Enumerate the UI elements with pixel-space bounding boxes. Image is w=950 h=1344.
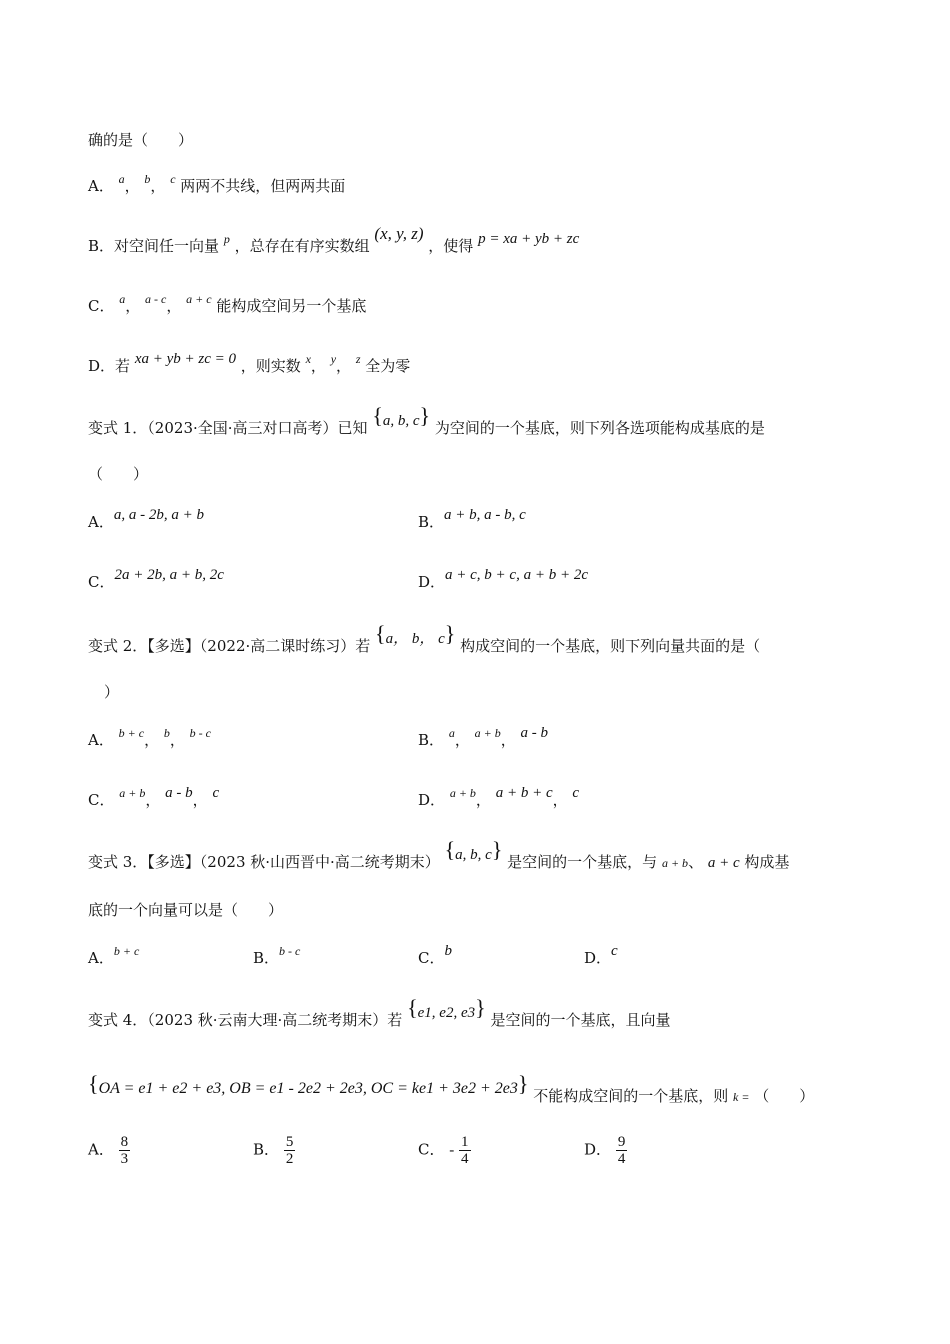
variant-3-line2: 底的一个向量可以是（ ） — [88, 901, 284, 919]
fraction: $\frac{1}{4}$ — [461, 1134, 469, 1167]
variant-4-option-c: C． - $\frac{1}{4}$ — [418, 1134, 469, 1167]
variant-2-option-d: D． $^{a + b}$， a + b + c， c — [418, 785, 580, 809]
variant-2-stem: 变式 2．【多选】（2022·高二课时练习）若 {a， b， c} 构成空间的一个基底，则下列向量共面的是（ — [88, 621, 761, 655]
variant-1-option-b: B．a + b, a - b, c — [418, 507, 526, 531]
variant-1-paren: （ ） — [88, 465, 149, 483]
variant-2-option-c: C． $^{a + b}$， a - b， c — [88, 785, 220, 809]
variant-3-stem: 变式 3．【多选】（2023 秋·山西晋中·高二统考期末） {a, b, c} 是空间的一个基底，与 a + b、 a + c 构成基 — [88, 837, 790, 871]
variant-4-option-d: D． $\frac{9}{4}$ — [584, 1134, 626, 1167]
variant-1-option-d: D．a + c, b + c, a + b + 2c — [418, 567, 588, 591]
variant-1-option-a: A．a, a - 2b, a + b — [88, 507, 204, 531]
option-a: A． $^a$， $^b$， $^c$ 两两不共线，但两两共面 — [88, 172, 346, 195]
fraction: $\frac{5}{2}$ — [285, 1134, 294, 1167]
option-d: D．若 xa + yb + zc = 0 ，则实数 $^x$， $^y$， $^z$ 全为零 — [88, 351, 411, 375]
variant-4-stem: 变式 4．（2023 秋·云南大理·高二统考期末）若 {e1, e2, e3} 是空间的一个基底，且向量 — [88, 995, 671, 1029]
variant-3-option-b: B．$^{b - c}$ — [253, 944, 301, 967]
option-b: B．对空间任一向量 $^p$ ，总存在有序实数组 (x, y, z) ，使得 p = xa + yb + zc — [88, 224, 580, 255]
variant-3-option-a: A．$^{b + c}$ — [88, 944, 140, 967]
fraction: $\frac{9}{4}$ — [617, 1134, 626, 1167]
variant-4-option-a: A． $\frac{8}{3}$ — [88, 1134, 129, 1167]
variant-2-option-b: B． $^a$， $^{a + b}$， a - b — [418, 725, 548, 749]
option-c: C． $^a$， $^{a - c}$， $^{a + c}$ 能构成空间另一个基底 — [88, 292, 367, 315]
question-stem-tail: 确的是（ ） — [88, 131, 194, 149]
variant-1-stem: 变式 1．（2023·全国·高三对口高考）已知 {a, b, c} 为空间的一个基底，则下列各选项能构成基底的是 — [88, 403, 765, 437]
variant-3-option-c: C．b — [418, 943, 452, 967]
variant-4-option-b: B． $\frac{5}{2}$ — [253, 1134, 294, 1167]
variant-4-line2: {OA = e1 + e2 + e3, OB = e1 - 2e2 + 2e3, OC = ke1 + 3e2 + 2e3} 不能构成空间的一个基底，则 k = （ ） — [88, 1071, 815, 1105]
variant-2-option-a: A． $^{b + c}$， $^b$， $^{b - c}$ — [88, 726, 211, 749]
variant-1-option-c: C．2a + 2b, a + b, 2c — [88, 567, 224, 591]
variant-2-paren: ） — [104, 683, 120, 701]
fraction: $\frac{8}{3}$ — [120, 1134, 129, 1167]
variant-3-option-d: D．c — [584, 943, 618, 967]
